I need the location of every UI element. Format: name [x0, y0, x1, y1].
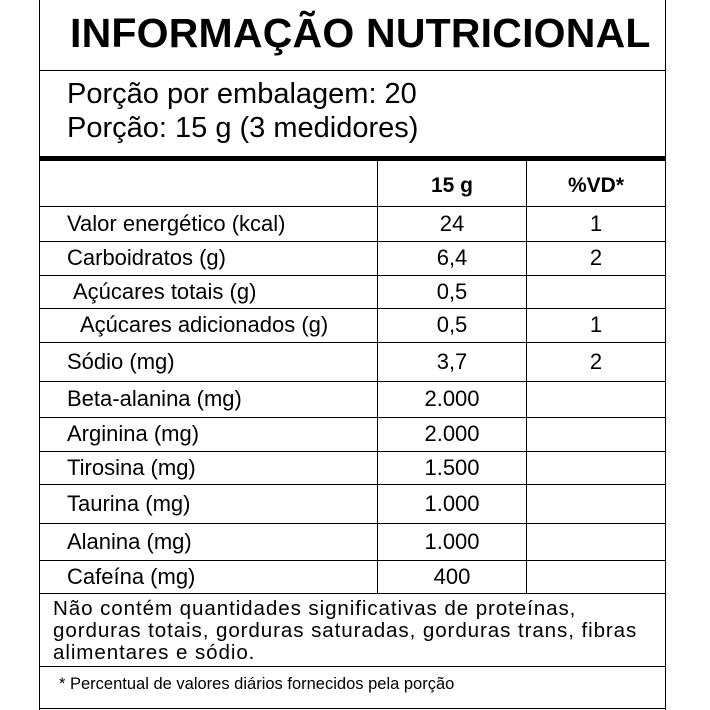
- nutrient-value: 0,5: [436, 279, 468, 304]
- label-bottom-border: [40, 708, 665, 709]
- row-divider: [40, 451, 665, 452]
- row-divider: [40, 308, 665, 309]
- nutrient-value: 0,5: [436, 312, 468, 337]
- nutrient-value: 2.000: [424, 386, 480, 411]
- nutrient-name: Valor energético (kcal): [67, 211, 286, 236]
- row-divider: [40, 523, 665, 524]
- nutrient-vd: 2: [589, 245, 603, 270]
- column-header-serving: 15 g: [430, 174, 474, 197]
- row-divider: [40, 342, 665, 343]
- table-bottom-divider: [40, 593, 665, 594]
- nutrient-value: 3,7: [436, 349, 468, 374]
- nutrient-name: Sódio (mg): [67, 349, 175, 374]
- title-divider: [40, 70, 665, 71]
- nutrient-name: Açúcares adicionados (g): [80, 312, 329, 337]
- row-divider: [40, 417, 665, 418]
- nutrient-name: Carboidratos (g): [67, 245, 226, 270]
- nutrient-vd: 1: [589, 312, 603, 337]
- nutrient-value: 24: [439, 211, 465, 236]
- row-divider: [40, 560, 665, 561]
- nutrient-name: Açúcares totais (g): [73, 279, 257, 304]
- column-header-vd: %VD*: [567, 174, 625, 197]
- nutrition-label: [39, 0, 666, 710]
- row-divider: [40, 275, 665, 276]
- nutrient-name: Taurina (mg): [67, 491, 191, 516]
- row-divider: [40, 241, 665, 242]
- nutrient-vd: 1: [589, 211, 603, 236]
- nutrient-value: 2.000: [424, 421, 480, 446]
- nutrient-value: 6,4: [436, 245, 468, 270]
- nutrient-name: Alanina (mg): [67, 529, 192, 554]
- nutrient-vd: [527, 275, 665, 308]
- nutrient-vd: [527, 484, 665, 523]
- nutrient-value: 1.000: [424, 529, 480, 554]
- thick-divider: [40, 156, 665, 161]
- nutrient-name: Arginina (mg): [67, 421, 200, 446]
- nutrient-value: 400: [433, 564, 471, 589]
- nutrient-value: 1.000: [424, 491, 480, 516]
- footnote: * Percentual de valores diários fornecidos pela porção: [59, 675, 455, 693]
- nutrient-vd: 2: [589, 349, 603, 374]
- portions-per-package: Porção por embalagem: 20: [67, 78, 417, 110]
- nutrient-vd: [527, 560, 665, 593]
- nutrient-vd: [527, 381, 665, 417]
- nutrient-name: Tirosina (mg): [67, 455, 196, 480]
- label-title: INFORMAÇÃO NUTRICIONAL: [70, 10, 651, 56]
- nutrient-vd: [527, 451, 665, 484]
- nutrient-name: Beta-alanina (mg): [67, 386, 242, 411]
- row-divider: [40, 484, 665, 485]
- nutrient-vd: [527, 417, 665, 451]
- row-divider: [40, 381, 665, 382]
- nutrient-vd: [527, 523, 665, 560]
- serving-size: Porção: 15 g (3 medidores): [67, 112, 419, 144]
- nutrient-name: Cafeína (mg): [67, 564, 196, 589]
- footer-statement: Não contém quantidades significativas de proteínas, gorduras totais, gorduras saturadas, gorduras trans, fibras alimentares e sódio.: [53, 597, 638, 664]
- footer-divider: [40, 666, 665, 667]
- nutrient-value: 1.500: [424, 455, 480, 480]
